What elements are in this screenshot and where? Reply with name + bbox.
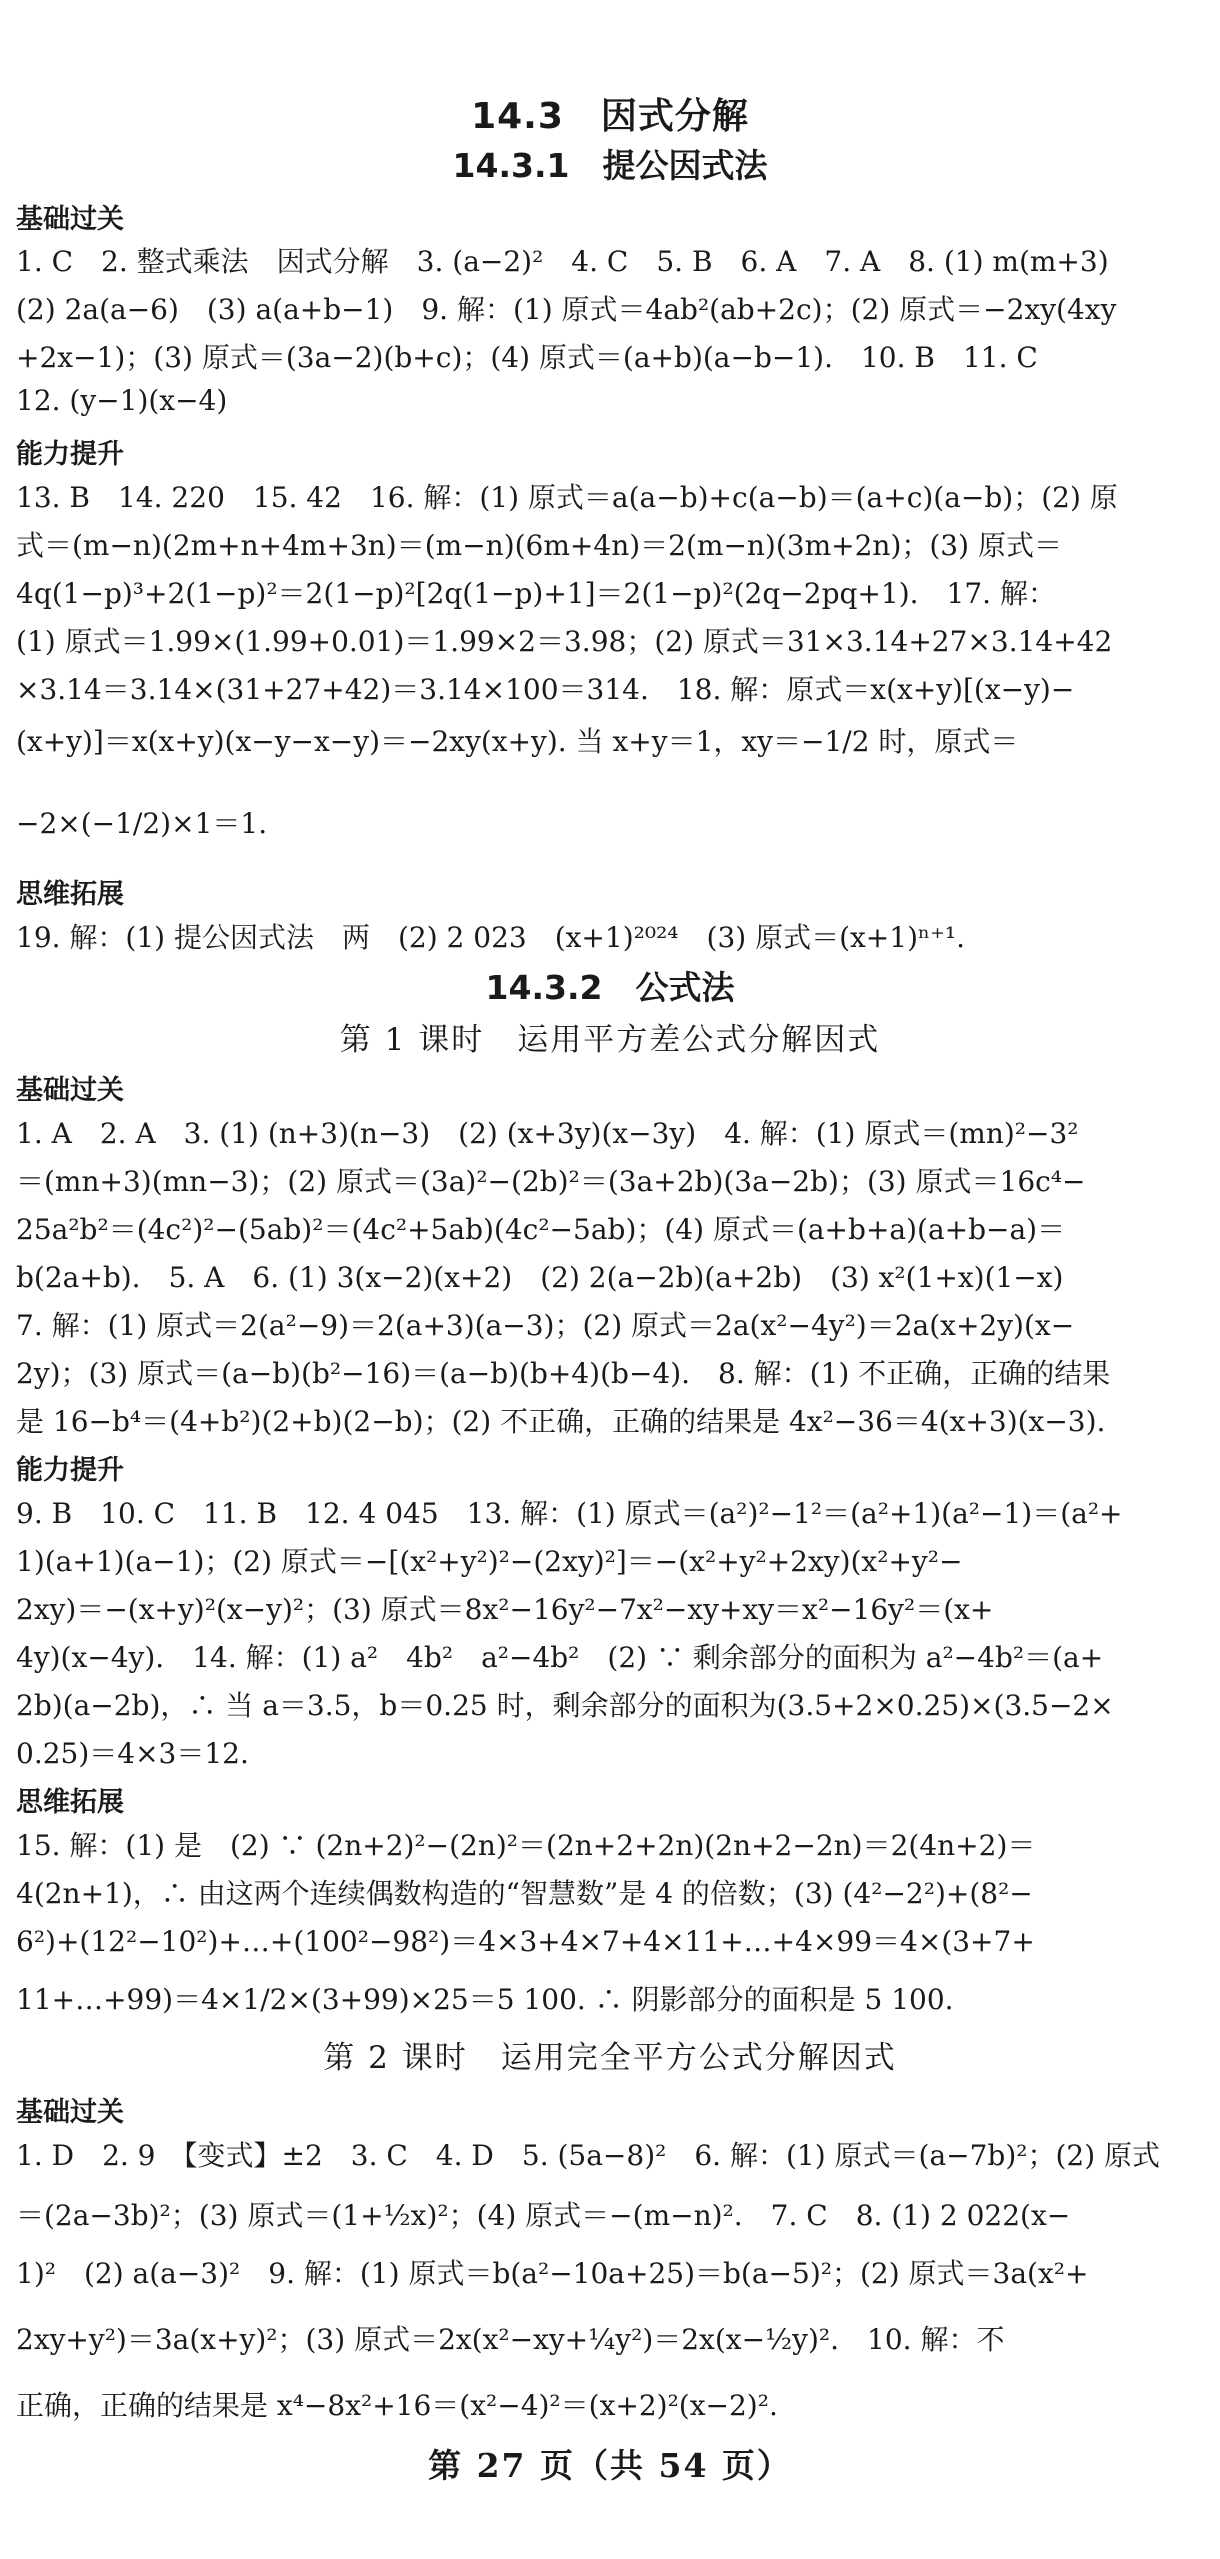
answer-line: 19. 解：(1) 提公因式法 两 (2) 2 023 (x+1)²⁰²⁴ (3) 原式＝(x+1)ⁿ⁺¹. bbox=[16, 921, 966, 954]
answer-line: 7. 解：(1) 原式＝2(a²−9)＝2(a+3)(a−3)；(2) 原式＝2a(x²−4y²)＝2a(x+2y)(x− bbox=[16, 1309, 1075, 1342]
category-label: 能力提升 bbox=[16, 1455, 124, 1486]
category-label: 思维拓展 bbox=[16, 1787, 124, 1818]
category-label: 基础过关 bbox=[16, 1075, 124, 1106]
answer-line: b(2a+b). 5. A 6. (1) 3(x−2)(x+2) (2) 2(a−2b)(a+2b) (3) x²(1+x)(1−x) bbox=[16, 1261, 1064, 1294]
category-label: 能力提升 bbox=[16, 439, 124, 470]
answer-line: 6²)+(12²−10²)+…+(100²−98²)＝4×3+4×7+4×11+…+4×99＝4×(3+7+ bbox=[16, 1925, 1035, 1958]
answer-line: 4y)(x−4y). 14. 解：(1) a² 4b² a²−4b² (2) ∵ 剩余部分的面积为 a²−4b²＝(a+ bbox=[16, 1641, 1104, 1674]
lesson-title: 第 1 课时 运用平方差公式分解因式 bbox=[339, 1022, 881, 1058]
answer-line: ＝(2a−3b)²；(3) 原式＝(1+½x)²；(4) 原式＝−(m−n)². 7. C 8. (1) 2 022(x− bbox=[16, 2199, 1071, 2232]
answer-line: 0.25)＝4×3＝12. bbox=[16, 1737, 249, 1770]
category-label: 思维拓展 bbox=[16, 879, 124, 910]
category-label: 基础过关 bbox=[16, 2097, 124, 2128]
category-label: 基础过关 bbox=[16, 204, 124, 235]
answer-line: 是 16−b⁴＝(4+b²)(2+b)(2−b)；(2) 不正确，正确的结果是 4x²−36＝4(x+3)(x−3). bbox=[16, 1405, 1106, 1438]
answer-line: (x+y)]＝x(x+y)(x−y−x−y)＝−2xy(x+y). 当 x+y＝1，xy＝−1/2 时，原式＝ bbox=[16, 725, 1019, 758]
answer-line: (1) 原式＝1.99×(1.99+0.01)＝1.99×2＝3.98；(2) 原式＝31×3.14+27×3.14+42 bbox=[16, 625, 1113, 658]
answer-line: 4q(1−p)³+2(1−p)²＝2(1−p)²[2q(1−p)+1]＝2(1−p)²(2q−2pq+1). 17. 解： bbox=[16, 577, 1056, 610]
answer-line: 1)² (2) a(a−3)² 9. 解：(1) 原式＝b(a²−10a+25)＝b(a−5)²；(2) 原式＝3a(x²+ bbox=[16, 2257, 1089, 2290]
lesson-title: 第 2 课时 运用完全平方公式分解因式 bbox=[323, 2040, 897, 2076]
answer-line: 1)(a+1)(a−1)；(2) 原式＝−[(x²+y²)²−(2xy)²]＝−(x²+y²+2xy)(x²+y²− bbox=[16, 1545, 963, 1578]
subsection-title: 14.3.2 公式法 bbox=[485, 968, 735, 1007]
answer-line: ×3.14＝3.14×(31+27+42)＝3.14×100＝314. 18. 解：原式＝x(x+y)[(x−y)− bbox=[16, 673, 1075, 706]
answer-line: 25a²b²＝(4c²)²−(5ab)²＝(4c²+5ab)(4c²−5ab)；(4) 原式＝(a+b+a)(a+b−a)＝ bbox=[16, 1213, 1066, 1246]
answer-line: 1. A 2. A 3. (1) (n+3)(n−3) (2) (x+3y)(x−3y) 4. 解：(1) 原式＝(mn)²−3² bbox=[16, 1117, 1079, 1150]
answer-line: 15. 解：(1) 是 (2) ∵ (2n+2)²−(2n)²＝(2n+2+2n)(2n+2−2n)＝2(4n+2)＝ bbox=[16, 1829, 1036, 1862]
answer-line: 2b)(a−2b)，∴ 当 a＝3.5，b＝0.25 时，剩余部分的面积为(3.5+2×0.25)×(3.5−2× bbox=[16, 1689, 1114, 1722]
answer-line: 2xy+y²)＝3a(x+y)²；(3) 原式＝2x(x²−xy+¼y²)＝2x(x−½y)². 10. 解：不 bbox=[16, 2323, 1005, 2356]
answer-line: ＝(mn+3)(mn−3)；(2) 原式＝(3a)²−(2b)²＝(3a+2b)(3a−2b)；(3) 原式＝16c⁴− bbox=[16, 1165, 1086, 1198]
answer-line: 9. B 10. C 11. B 12. 4 045 13. 解：(1) 原式＝(a²)²−1²＝(a²+1)(a²−1)＝(a²+ bbox=[16, 1497, 1123, 1530]
page-footer: 第 27 页（共 54 页） bbox=[428, 2446, 792, 2485]
answer-line: 1. C 2. 整式乘法 因式分解 3. (a−2)² 4. C 5. B 6. A 7. A 8. (1) m(m+3) bbox=[16, 245, 1109, 278]
answer-line: 式＝(m−n)(2m+n+4m+3n)＝(m−n)(6m+4n)＝2(m−n)(3m+2n)；(3) 原式＝ bbox=[16, 529, 1062, 562]
answer-line: 1. D 2. 9 【变式】±2 3. C 4. D 5. (5a−8)² 6. 解：(1) 原式＝(a−7b)²；(2) 原式 bbox=[16, 2139, 1161, 2172]
subsection-title: 14.3.1 提公因式法 bbox=[452, 146, 768, 185]
section-title: 14.3 因式分解 bbox=[471, 96, 749, 137]
answer-line: 11+…+99)＝4×1/2×(3+99)×25＝5 100. ∴ 阴影部分的面积是 5 100. bbox=[16, 1983, 954, 2016]
answer-line: 2xy)＝−(x+y)²(x−y)²；(3) 原式＝8x²−16y²−7x²−xy+xy＝x²−16y²＝(x+ bbox=[16, 1593, 994, 1626]
answer-line: 12. (y−1)(x−4) bbox=[16, 384, 228, 417]
answer-line: 正确，正确的结果是 x⁴−8x²+16＝(x²−4)²＝(x+2)²(x−2)². bbox=[16, 2389, 778, 2422]
answer-line: 4(2n+1)，∴ 由这两个连续偶数构造的“智慧数”是 4 的倍数；(3) (4²−2²)+(8²− bbox=[16, 1877, 1033, 1910]
answer-line: −2×(−1/2)×1＝1. bbox=[16, 807, 268, 840]
answer-line: (2) 2a(a−6) (3) a(a+b−1) 9. 解：(1) 原式＝4ab²(ab+2c)；(2) 原式＝−2xy(4xy bbox=[16, 293, 1117, 326]
answer-line: 13. B 14. 220 15. 42 16. 解：(1) 原式＝a(a−b)+c(a−b)＝(a+c)(a−b)；(2) 原 bbox=[16, 481, 1118, 514]
answer-line: +2x−1)；(3) 原式＝(3a−2)(b+c)；(4) 原式＝(a+b)(a−b−1). 10. B 11. C bbox=[16, 341, 1038, 374]
answer-line: 2y)；(3) 原式＝(a−b)(b²−16)＝(a−b)(b+4)(b−4). 8. 解：(1) 不正确，正确的结果 bbox=[16, 1357, 1111, 1390]
